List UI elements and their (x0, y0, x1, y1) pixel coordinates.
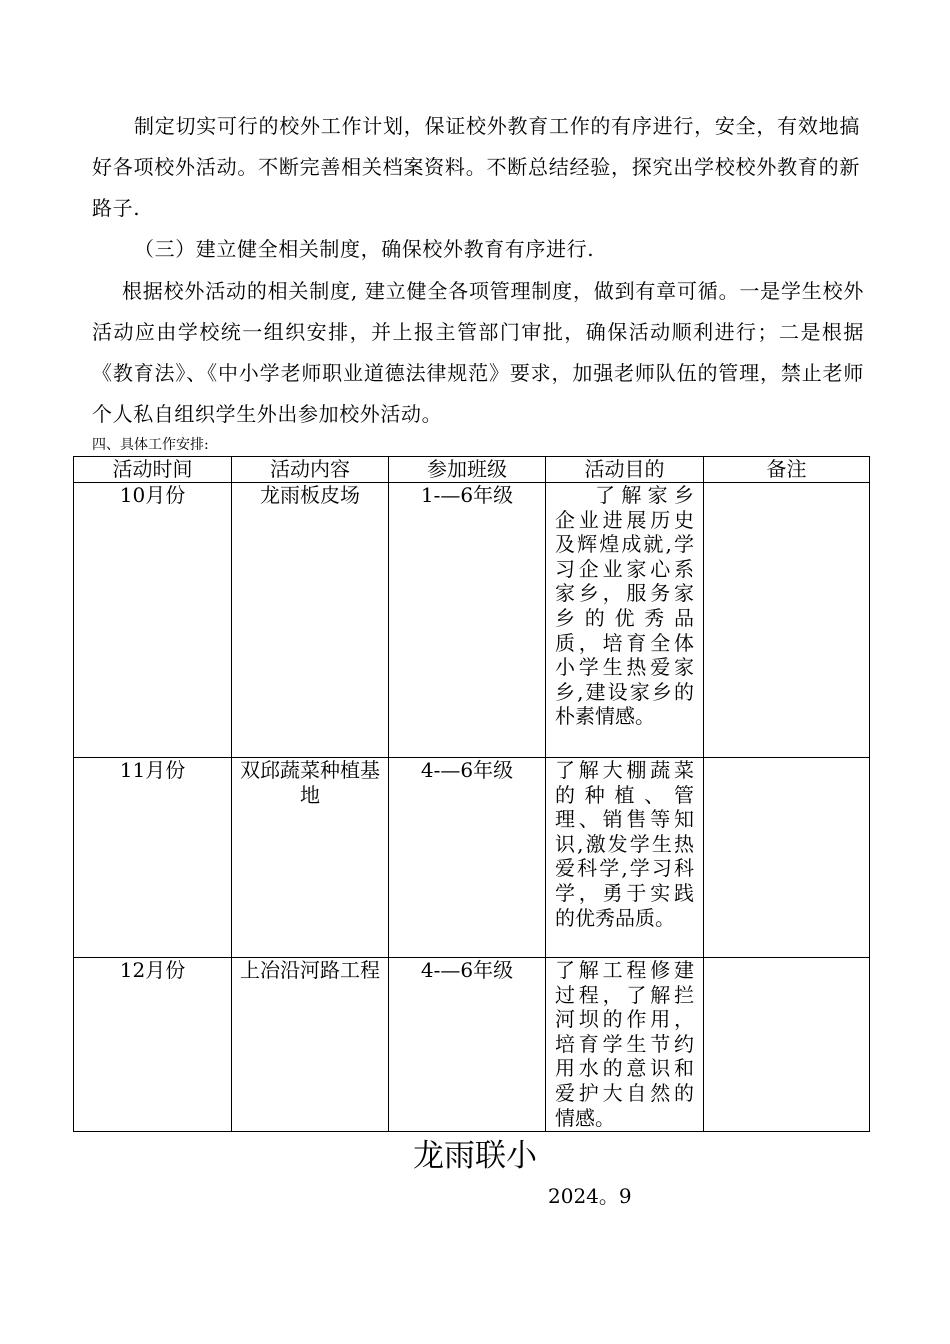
cell-grades: 4-—6年级 (389, 758, 546, 958)
paragraph-plan: 制定切实可行的校外工作计划，保证校外教育工作的有序进行，安全，有效地搞好各项校外活动。不断完善相关档案资料。不断总结经验，探究出学校校外教育的新路子. (92, 114, 860, 220)
cell-note (704, 483, 870, 758)
paragraph-rules: 根据校外活动的相关制度, 建立健全各项管理制度，做到有章可循。一是学生校外活动应由学校统一组织安排，并上报主管部门审批，确保活动顺利进行；二是根据《教育法》、《中小学老师职业道德法律规范》要求，加强老师队伍的管理，禁止老师个人私自组织学生外出参加校外活动。 (92, 279, 864, 426)
cell-content: 双邱蔬菜种植基地 (232, 758, 389, 958)
paragraph-heading-three: （三）建立健全相关制度，确保校外教育有序进行. (134, 237, 595, 261)
cell-grades: 1-—6年级 (389, 483, 546, 758)
header-grades: 参加班级 (389, 457, 546, 483)
cell-content: 龙雨板皮场 (232, 483, 389, 758)
cell-grades: 4-—6年级 (389, 958, 546, 1132)
table-row (74, 958, 870, 1132)
cell-time: 10月份 (74, 483, 232, 758)
cell-time: 12月份 (74, 958, 232, 1132)
cell-purpose: 了解工程修建过程，了解拦河坝的作用，培育学生节约用水的意识和爱护大自然的情感。 (546, 958, 704, 1132)
header-time: 活动时间 (74, 457, 232, 483)
cell-time: 11月份 (74, 758, 232, 958)
cell-purpose: 了解家乡企业进展历史及辉煌成就,学习企业家心系家乡，服务家乡的优秀品质，培育全体小学生热爱家乡,建设家乡的朴素情感。 (546, 483, 704, 758)
header-content: 活动内容 (232, 457, 389, 483)
cell-purpose: 了解大棚蔬菜的种植、管理、销售等知识,激发学生热爱科学,学习科学，勇于实践的优秀品质。 (546, 758, 704, 958)
cell-note (704, 758, 870, 958)
table-row (74, 483, 870, 758)
cell-content: 上冶沿河路工程 (232, 958, 389, 1132)
table-row (74, 758, 870, 958)
document-date: 2024。9 (548, 1184, 632, 1208)
header-purpose: 活动目的 (546, 457, 704, 483)
schedule-table (73, 456, 870, 1132)
cell-note (704, 958, 870, 1132)
section-title: 四、具体工作安排: (92, 437, 209, 453)
header-note: 备注 (704, 457, 870, 483)
school-signature: 龙雨联小 (413, 1138, 537, 1174)
table-header-row (74, 457, 870, 483)
